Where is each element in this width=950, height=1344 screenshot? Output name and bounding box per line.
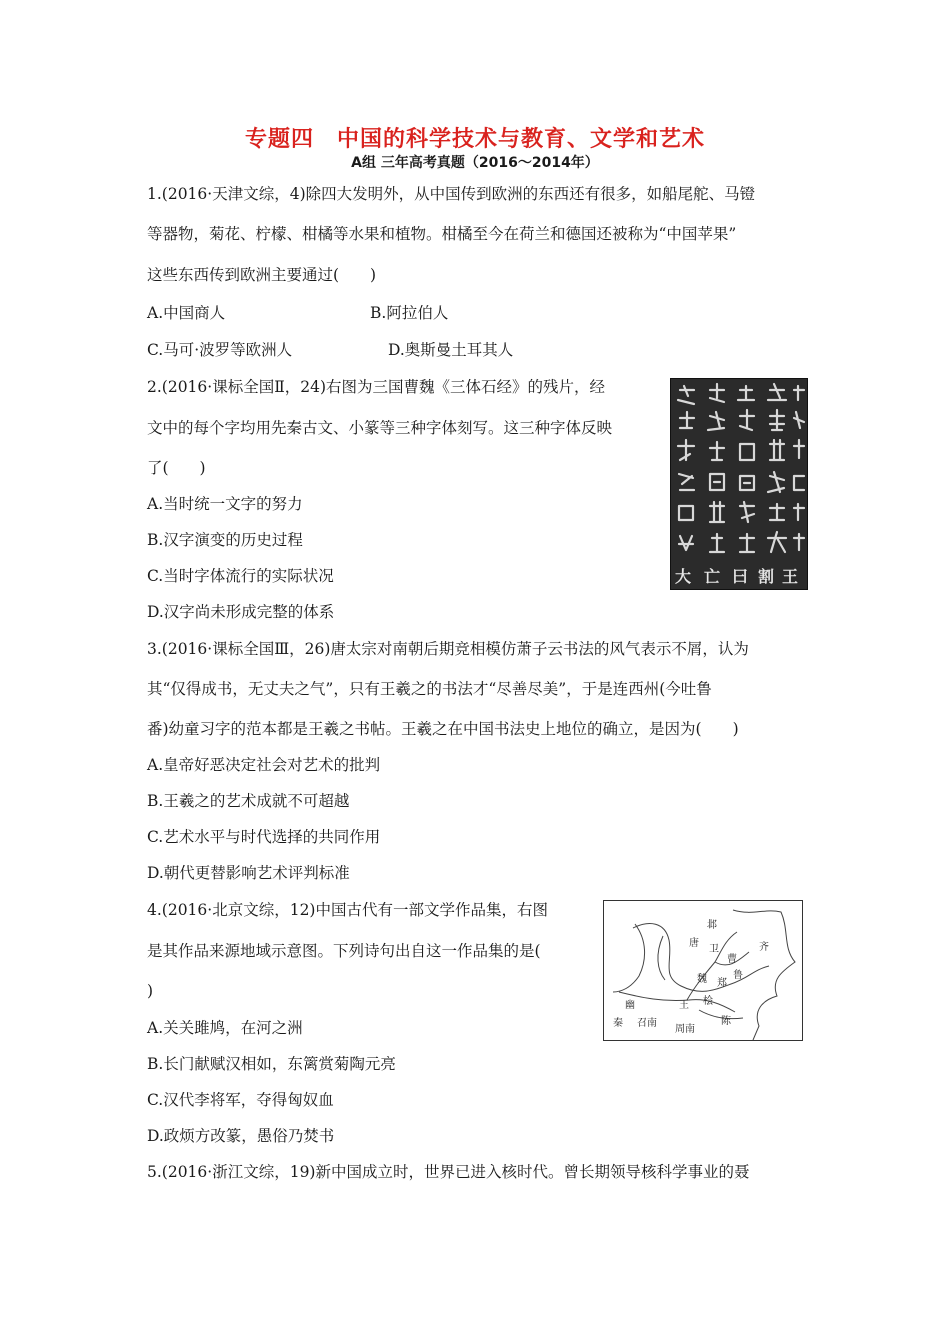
map-label-wei: 魏 [697, 974, 707, 985]
poetry-origin-map [603, 900, 803, 1041]
question-1-line-2: 等器物，菊花、柠檬、柑橘等水果和植物。柑橘至今在荷兰和德国还被称为“中国苹果” [147, 225, 737, 243]
question-4-option-a: A.关关雎鸠，在河之洲 [147, 1019, 303, 1037]
question-3-option-a: A.皇帝好恶决定社会对艺术的批判 [147, 756, 381, 774]
question-1-option-a: A.中国商人 [147, 304, 226, 322]
section-subtitle: A组 三年高考真题（2016～2014年） [351, 155, 599, 171]
stele-char-4: 割 [758, 567, 775, 586]
question-2-line-2: 文中的每个字均用先秦古文、小篆等三种字体刻写。这三种字体反映 [147, 419, 613, 437]
question-1-option-d: D.奥斯曼土耳其人 [388, 341, 514, 359]
question-4-option-d: D.政烦方改篆，愚俗乃焚书 [147, 1127, 335, 1145]
stele-char-3: 曰 [732, 567, 749, 586]
question-3-line-3: 番)幼童习字的范本都是王羲之书帖。王羲之在中国书法史上地位的确立，是因为( ) [147, 720, 739, 738]
question-1-option-c: C.马可·波罗等欧洲人 [147, 341, 293, 359]
question-2-option-c: C.当时字体流行的实际状况 [147, 567, 334, 585]
stele-char-5: 王 [782, 567, 799, 586]
map-label-chen: 陈 [721, 1016, 731, 1027]
question-3-option-b: B.王羲之的艺术成就不可超越 [147, 792, 350, 810]
question-1-line-1: 1.(2016·天津文综，4)除四大发明外，从中国传到欧洲的东西还有很多，如船尾舵、马镫 [147, 185, 756, 203]
map-label-shaonan: 召南 [637, 1018, 657, 1029]
question-4-line-2: 是其作品来源地域示意图。下列诗句出自这一作品集的是( [147, 942, 541, 960]
map-label-wei-state: 卫 [709, 944, 719, 955]
question-5-line-1: 5.(2016·浙江文综，19)新中国成立时，世界已进入核时代。曾长期领导核科学事业的聂 [147, 1163, 750, 1181]
stele-char-2: 亡 [704, 567, 721, 586]
question-2-line-3: 了( ) [147, 459, 206, 477]
map-label-bei: 邶 [707, 920, 717, 931]
map-label-zhounan: 周南 [675, 1024, 695, 1035]
question-4-option-c: C.汉代李将军，夺得匈奴血 [147, 1091, 334, 1109]
map-label-lu: 鲁 [733, 970, 743, 981]
question-1-line-3: 这些东西传到欧洲主要通过( ) [147, 266, 377, 284]
question-4-option-b: B.长门献赋汉相如，东篱赏菊陶元亮 [147, 1055, 396, 1073]
map-label-tang: 唐 [689, 938, 699, 949]
stele-char-1: 大 [675, 567, 692, 586]
stone-classic-rubbing-image [670, 378, 808, 590]
question-4-line-1: 4.(2016·北京文综，12)中国古代有一部文学作品集，右图 [147, 901, 548, 919]
question-1-option-b: B.阿拉伯人 [370, 304, 449, 322]
map-label-qin: 秦 [613, 1018, 623, 1029]
page-title: 专题四 中国的科学技术与教育、文学和艺术 [244, 127, 705, 152]
question-3-option-d: D.朝代更替影响艺术评判标准 [147, 864, 350, 882]
question-2-option-a: A.当时统一文字的努力 [147, 495, 303, 513]
question-4-line-3: ) [147, 982, 154, 1000]
question-3-option-c: C.艺术水平与时代选择的共同作用 [147, 828, 381, 846]
map-label-wang: 王 [679, 1000, 689, 1011]
map-label-zheng: 郑 [717, 978, 727, 989]
map-label-cao: 曹 [727, 954, 737, 965]
question-2-line-1: 2.(2016·课标全国Ⅱ，24)右图为三国曹魏《三体石经》的残片，经 [147, 378, 606, 396]
question-2-option-d: D.汉字尚未形成完整的体系 [147, 603, 335, 621]
question-3-line-2: 其“仅得成书，无丈夫之气”，只有王羲之的书法才“尽善尽美”，于是连西州(今吐鲁 [147, 680, 712, 698]
question-2-option-b: B.汉字演变的历史过程 [147, 531, 303, 549]
map-label-kuai: 桧 [703, 996, 713, 1007]
map-label-bin: 幽 [625, 1000, 635, 1011]
question-3-line-1: 3.(2016·课标全国Ⅲ，26)唐太宗对南朝后期竞相模仿萧子云书法的风气表示不屑，认为 [147, 640, 749, 658]
map-label-qi: 齐 [759, 942, 769, 953]
